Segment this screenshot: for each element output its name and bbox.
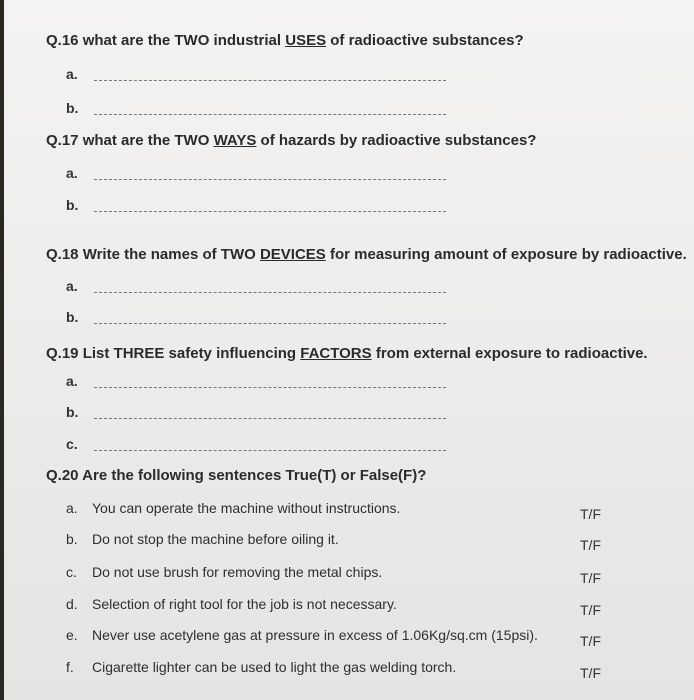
answer-row xyxy=(66,436,446,456)
answer-row xyxy=(66,404,446,424)
answer-line[interactable] xyxy=(94,211,446,212)
tf-answer[interactable]: T/F xyxy=(580,506,601,522)
answer-label: a. xyxy=(66,278,78,294)
tf-item-text: Do not use brush for removing the metal chips. xyxy=(92,564,383,580)
question-keyword: FACTORS xyxy=(300,345,372,362)
tf-item xyxy=(66,531,626,551)
answer-label: b. xyxy=(66,404,79,420)
tf-item xyxy=(66,627,626,647)
answer-line[interactable] xyxy=(94,387,446,388)
answer-row xyxy=(66,66,446,86)
tf-item-label: b. xyxy=(66,531,78,547)
tf-answer[interactable]: T/F xyxy=(580,665,601,681)
answer-line[interactable] xyxy=(94,292,446,293)
answer-label: a. xyxy=(66,373,78,389)
question-17 xyxy=(46,132,536,149)
question-text: List THREE safety influencing xyxy=(82,345,297,362)
answer-label: b. xyxy=(66,197,79,213)
question-number: Q.19 xyxy=(46,345,79,362)
question-keyword: DEVICES xyxy=(259,246,326,263)
tf-answer[interactable]: T/F xyxy=(580,602,601,618)
question-19 xyxy=(46,345,648,362)
tf-item-text: Selection of right tool for the job is not necessary. xyxy=(92,596,397,612)
answer-line[interactable] xyxy=(94,418,446,419)
answer-label: a. xyxy=(66,66,78,82)
answer-line[interactable] xyxy=(94,80,446,81)
answer-line[interactable] xyxy=(94,450,446,451)
answer-row xyxy=(66,197,446,217)
tf-item xyxy=(66,500,626,520)
answer-label: a. xyxy=(66,165,78,181)
question-number: Q.16 xyxy=(46,32,79,49)
answer-line[interactable] xyxy=(94,323,446,324)
question-text: Are the following sentences True(T) or False(F)? xyxy=(82,467,427,484)
question-16 xyxy=(46,32,524,49)
tf-item-label: e. xyxy=(66,627,78,643)
question-text: of radioactive substances? xyxy=(330,32,524,49)
tf-item-label: c. xyxy=(66,564,77,580)
answer-label: b. xyxy=(66,309,79,325)
question-text: for measuring amount of exposure by radioactive. xyxy=(329,246,687,263)
answer-row xyxy=(66,373,446,393)
tf-answer[interactable]: T/F xyxy=(580,537,601,553)
question-text: what are the TWO industrial xyxy=(82,32,282,49)
tf-item xyxy=(66,596,626,616)
answer-row xyxy=(66,100,446,120)
question-number: Q.20 xyxy=(46,467,79,484)
question-keyword: WAYS xyxy=(213,132,257,149)
answer-line[interactable] xyxy=(94,179,446,180)
question-18 xyxy=(46,246,687,263)
tf-answer[interactable]: T/F xyxy=(580,633,601,649)
question-text: from external exposure to radioactive. xyxy=(375,345,648,362)
tf-item-text: Do not stop the machine before oiling it. xyxy=(92,531,339,547)
question-20 xyxy=(46,467,426,484)
answer-row xyxy=(66,278,446,298)
tf-item xyxy=(66,659,626,679)
question-text: Write the names of TWO xyxy=(82,246,256,263)
answer-label: c. xyxy=(66,436,78,452)
worksheet-page xyxy=(4,0,694,700)
answer-line[interactable] xyxy=(94,114,446,115)
tf-item-text: Never use acetylene gas at pressure in excess of 1.06Kg/sq.cm (15psi). xyxy=(92,627,538,643)
answer-row xyxy=(66,309,446,329)
answer-row xyxy=(66,165,446,185)
question-text: what are the TWO xyxy=(82,132,210,149)
tf-answer[interactable]: T/F xyxy=(580,570,601,586)
question-text: of hazards by radioactive substances? xyxy=(260,132,537,149)
tf-item-label: a. xyxy=(66,500,78,516)
answer-label: b. xyxy=(66,100,79,116)
tf-item-text: Cigarette lighter can be used to light the gas welding torch. xyxy=(92,659,457,675)
tf-item xyxy=(66,564,626,584)
question-number: Q.17 xyxy=(46,132,79,149)
tf-item-text: You can operate the machine without instructions. xyxy=(92,500,401,516)
question-number: Q.18 xyxy=(46,246,79,263)
question-keyword: USES xyxy=(285,32,327,49)
tf-item-label: d. xyxy=(66,596,78,612)
tf-item-label: f. xyxy=(66,659,74,675)
